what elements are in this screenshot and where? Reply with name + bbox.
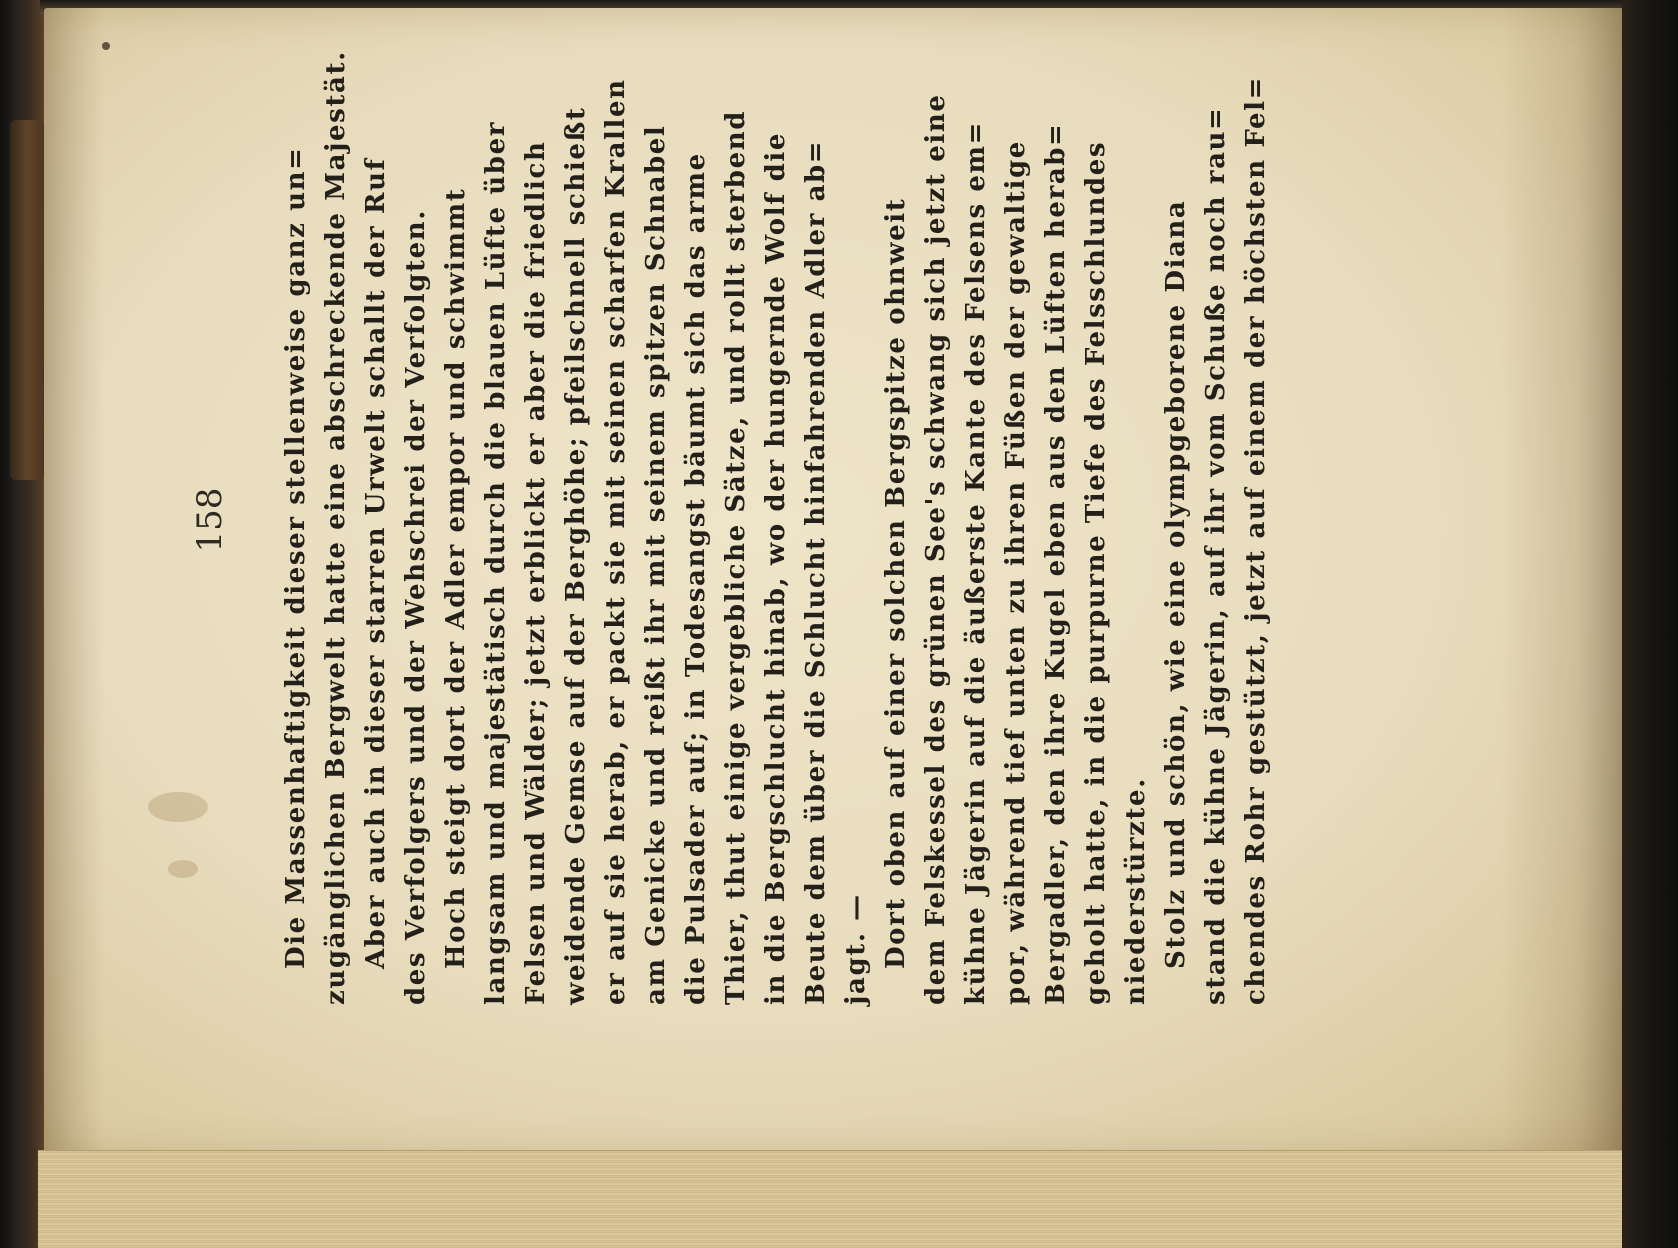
- text-line: Hoch steigt dort der Adler empor und schwimmt: [441, 187, 471, 969]
- text-line: Dort oben auf einer solchen Bergspitze ohnweit: [881, 197, 911, 969]
- text-line: geholt hatte, in die purpurne Tiefe des Felsschlundes: [1081, 140, 1111, 1005]
- spine-leather: [10, 120, 44, 480]
- page-body-text: [276, 50, 1276, 1005]
- text-line: Thier, thut einige vergebliche Sätze, und rollt sterbend: [721, 110, 751, 1005]
- text-line: am Genicke und reißt ihr mit seinem spitzen Schnabel: [641, 124, 671, 1005]
- text-line: kühne Jägerin auf die äußerste Kante des Felsens em=: [961, 121, 991, 1005]
- text-line: por, während tief unten zu ihren Füßen der gewaltige: [1001, 140, 1031, 1005]
- text-line: jagt. —: [841, 893, 871, 1005]
- text-line: Beute dem über die Schlucht hinfahrenden Adler ab=: [801, 139, 831, 1005]
- page-left-shade: [44, 8, 104, 1158]
- text-line: chendes Rohr gestützt, jetzt auf einem der höchsten Fel=: [1241, 76, 1271, 1005]
- text-line: Felsen und Wälder; jetzt erblickt er aber die friedlich: [521, 140, 551, 1005]
- text-line: Bergadler, den ihre Kugel eben aus den Lüften herab=: [1041, 122, 1071, 1005]
- text-line: weidende Gemse auf der Berghöhe; pfeilschnell schießt: [561, 106, 591, 1005]
- text-line: niederstürzte.: [1121, 777, 1151, 1005]
- text-line: die Pulsader auf; in Todesangst bäumt sich das arme: [681, 152, 711, 1005]
- page-number: 158: [190, 487, 230, 553]
- text-line: Stolz und schön, wie eine olympgeborene Diana: [1161, 199, 1191, 969]
- text-line: in die Bergschlucht hinab, wo der hungernde Wolf die: [761, 131, 791, 1005]
- text-line: er auf sie herab, er packt sie mit seinen scharfen Krallen: [601, 78, 631, 1005]
- text-line: des Verfolgers und der Wehschrei der Verfolgten.: [401, 209, 431, 1005]
- page-stack-edge: [38, 1150, 1628, 1248]
- page-stain: [168, 860, 198, 878]
- right-binding: [1622, 0, 1678, 1248]
- text-line: Aber auch in dieser starren Urwelt schallt der Ruf: [361, 157, 391, 969]
- page-stain: [148, 792, 208, 822]
- text-line: dem Felskessel des grünen See's schwang sich jetzt eine: [921, 93, 951, 1005]
- text-line: Die Massenhaftigkeit dieser stellenweise ganz un=: [281, 146, 311, 969]
- text-line: zugänglichen Bergwelt hatte eine abschreckende Majestät.: [321, 50, 351, 1005]
- page-stain: [102, 42, 110, 50]
- text-line: langsam und majestätisch durch die blauen Lüfte über: [481, 120, 511, 1005]
- text-line: stand die kühne Jägerin, auf ihr vom Schuße noch rau=: [1201, 106, 1231, 1005]
